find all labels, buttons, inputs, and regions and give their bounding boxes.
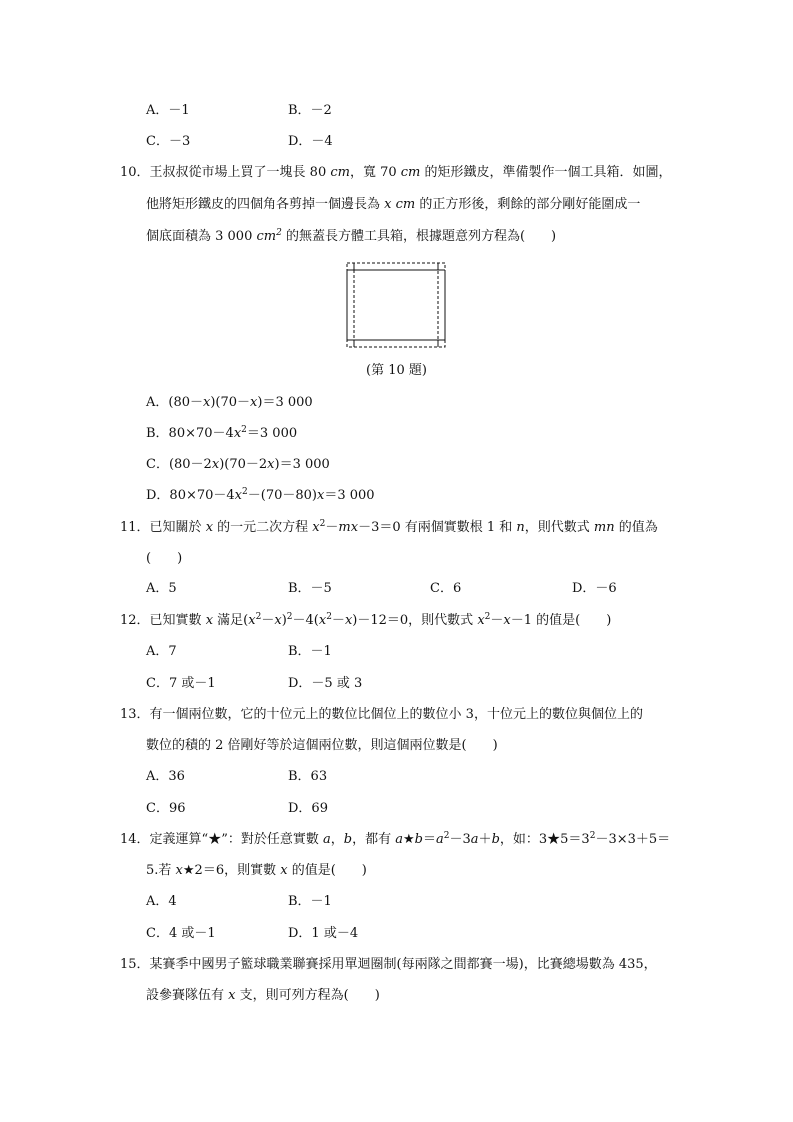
q15-number: 15． [120,957,150,972]
unit-cm2: $cm^2$ [256,228,282,244]
q14-number: 14． [120,832,150,847]
q14-option-b: B．－1 [288,894,332,909]
q10-line-2 [146,196,640,214]
q13-text: 有一個兩位數，它的十位元上的數位比個位上的數位小 3，十位元上的數位與個位上的 [149,707,643,722]
q14-option-a: A．4 [146,894,177,909]
q10-text: 個底面積為 3 000 [146,229,257,244]
q14-option-c: C．4 或－1 [146,926,216,941]
q14-line-1: 14．定義運算“★”：對於任意實數 a，b，都有 $a★b=a^2-3a+b$，如：$3★5=3^2-3\times 3+5=$ [120,831,671,847]
q12-option-c: C．7 或－1 [146,676,216,691]
q11-line-2: ( ) [146,551,183,566]
q10-text: 的矩形鐵皮，準備製作一個工具箱．如圖， [420,165,672,180]
q10-text: 的正方形後，剩餘的部分剛好能圍成一 [415,197,641,212]
corner-cut-br [438,340,445,347]
q10-option-c: C．(80－2x)(70－2x)＝3 000 [146,457,330,472]
q10-text: 的無蓋長方體工具箱，根據題意列方程為( ) [281,229,557,244]
unit: cm [395,197,416,212]
q11-option-d: D．－6 [572,581,617,596]
q9-option-d: D．－4 [288,134,333,149]
q10-figure-caption: (第 10 題) [366,363,427,378]
q11-option-c: C．6 [430,581,462,596]
q10-text: 他將矩形鐵皮的四個角各剪掉一個邊長為 [146,197,385,212]
q14-option-d: D．1 或－4 [288,926,359,941]
q10-option-a: A．(80－x)(70－x)＝3 000 [146,395,313,410]
q11-option-a: A．5 [146,581,177,596]
q12-number: 12． [120,613,150,628]
q12-option-d: D．－5 或 3 [288,676,363,691]
q12-option-a: A．7 [146,644,177,659]
q15-text: 某賽季中國男子籃球職業聯賽採用單迴圈制(每兩隊之間都賽一場)，比賽總場數為 435， [149,957,657,972]
q11-option-b: B．－5 [288,581,332,596]
q9-option-b: B．－2 [288,103,332,118]
corner-cut-bl [347,340,354,347]
q11-number: 11． [120,520,150,535]
q13-number: 13． [120,707,150,722]
q10-number: 10． [120,165,150,180]
q13-option-b: B．63 [288,769,328,784]
q14-line-2: 5.若 x★2＝6，則實數 x 的值是( ) [146,863,367,878]
q13-line-1 [120,706,643,724]
q13-line-2: 數位的積的 2 倍剛好等於這個兩位數，則這個兩位數是( ) [146,738,498,753]
q12-line-1: 12．已知實數 x 滿足$(x^2-x)^2-4(x^2-x)-12=0$，則代數式 $x^2-x-1$ 的值是( ) [120,612,612,628]
outer-dashed-border [347,263,445,347]
corner-cut-tl [347,263,354,270]
q10-line-3 [146,228,556,246]
q12-option-b: B．－1 [288,644,332,659]
q15-line-2: 設參賽隊伍有 x 支，則可列方程為( ) [146,988,380,1003]
q15-line-1 [120,956,657,974]
q9-option-a: A．－1 [146,103,190,118]
variable: x [384,197,392,212]
q10-figure [346,262,446,348]
unit: cm [330,165,350,180]
q13-option-c: C．96 [146,801,186,816]
inner-fold-lines [354,270,438,340]
q10-text: ，寬 70 [349,165,401,180]
q13-option-a: A．36 [146,769,185,784]
q10-line-1 [120,164,672,182]
unit: cm [400,165,421,180]
q13-option-d: D．69 [288,801,328,816]
q11-line-1: 11．已知關於 x 的一元二次方程 $x^2-mx-3=0$ 有兩個實數根 1 和 n，則代數式 mn 的值為 [120,519,658,535]
q10-option-d: D．$80\times 70-4x^2-(70-80)x=3$ 000 [146,487,375,503]
q9-option-c: C．－3 [146,134,191,149]
q10-option-b: B．$80\times 70-4x^2=3$ 000 [146,425,298,441]
corner-cut-tr [438,263,445,270]
q10-text: 王叔叔從市場上買了一塊長 80 [149,165,331,180]
